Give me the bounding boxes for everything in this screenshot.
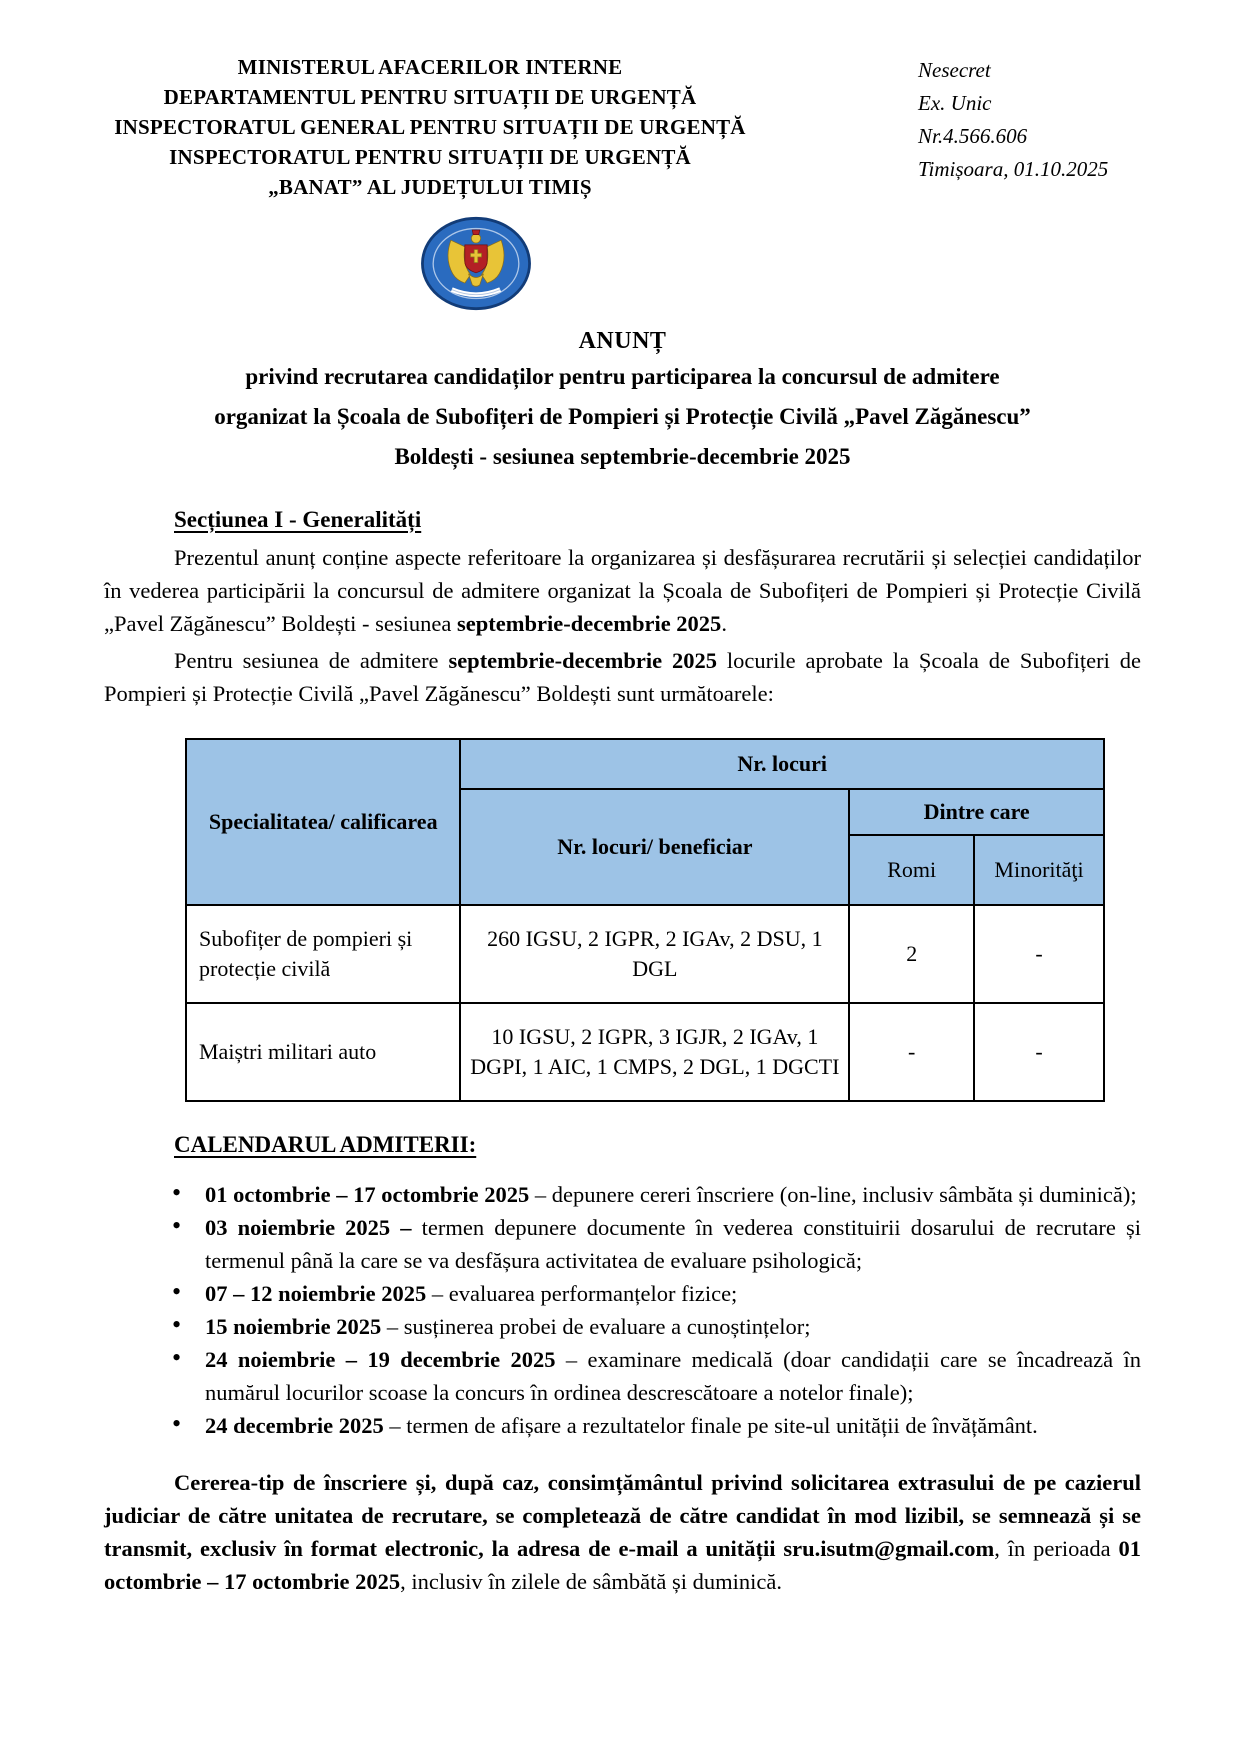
- table-cell-romi: 2: [849, 905, 974, 1003]
- header-org-line: INSPECTORATUL GENERAL PENTRU SITUAȚII DE URGENȚĂ: [114, 115, 746, 139]
- text-run-bold: Cererea-tip de înscriere și, după caz, consimțământul privind solicitarea extrasului de pe cazierul judiciar de către unitatea de recrutare, se completează de către candidat în mod lizibil, se semnează și se transmit, exclusiv în format electronic, la adresa de e-mail a unității sru.isutm@gmail.com: [104, 1470, 1141, 1561]
- header-org-line: „BANAT” AL JUDEȚULUI TIMIȘ: [268, 175, 592, 199]
- table-row: [186, 1003, 1104, 1101]
- table-header-nr-locuri-beneficiar: Nr. locuri/ beneficiar: [460, 789, 849, 905]
- header-org-line: DEPARTAMENTUL PENTRU SITUAȚII DE URGENȚĂ: [163, 85, 697, 109]
- header-meta-line: Timișoara, 01.10.2025: [918, 157, 1109, 181]
- calendar-item: [205, 1211, 1141, 1277]
- text-run: Pentru sesiunea de admitere: [174, 648, 449, 673]
- table-cell-beneficiar: 260 IGSU, 2 IGPR, 2 IGAv, 2 DSU, 1 DGL: [460, 905, 849, 1003]
- text-run-bold: 24 decembrie 2025: [205, 1413, 384, 1438]
- table-header-row-1: [186, 739, 1104, 789]
- admission-places-table: [185, 738, 1105, 1102]
- text-run-bold: 01 octombrie – 17 octombrie 2025: [205, 1182, 530, 1207]
- table-row: [186, 905, 1104, 1003]
- table-cell-minoritati: -: [974, 1003, 1104, 1101]
- calendar-item: [205, 1343, 1141, 1409]
- page-subtitle-line3: Boldești - sesiunea septembrie-decembrie 2025: [394, 444, 851, 469]
- text-run-bold: 07 – 12 noiembrie 2025: [205, 1281, 427, 1306]
- text-run-bold: 01 octombrie – 17 octombrie 2025: [104, 1536, 1141, 1594]
- page-title: ANUNȚ: [578, 328, 667, 354]
- table-header-romi: Romi: [849, 835, 974, 905]
- header-org-block: [90, 52, 770, 202]
- table-cell-romi: -: [849, 1003, 974, 1101]
- calendar-item: [205, 1277, 1141, 1310]
- text-run: – susținerea probei de evaluare a cunoștințelor;: [381, 1314, 811, 1339]
- calendar-heading: CALENDARUL ADMITERII:: [174, 1132, 477, 1157]
- calendar-list: [104, 1178, 1141, 1442]
- text-run-bold: 24 noiembrie – 19 decembrie 2025: [205, 1347, 556, 1372]
- section1-heading-row: [104, 503, 1141, 537]
- header-meta-line: Nesecret: [918, 58, 991, 82]
- text-run: .: [721, 611, 727, 636]
- section1-paragraph1: [104, 541, 1141, 640]
- text-run: – termen de afișare a rezultatelor finale pe site-ul unității de învățământ.: [383, 1413, 1038, 1438]
- page-subtitle-line2: organizat la Școala de Subofițeri de Pompieri și Protecție Civilă „Pavel Zăgănescu”: [214, 404, 1031, 429]
- text-run: – depunere cereri înscriere (on-line, inclusiv sâmbăta și duminică);: [529, 1182, 1137, 1207]
- text-run-bold: 03 noiembrie 2025 –: [205, 1215, 412, 1240]
- table-cell-specialty: Maiștri militari auto: [186, 1003, 460, 1101]
- text-run: locurile aprobate la Școala de Subofițeri de Pompieri și Protecție Civilă „Pavel Zăgănescu” Boldești sunt următoarele:: [104, 648, 1141, 706]
- header-meta-line: Nr.4.566.606: [918, 124, 1028, 148]
- section1-paragraph2: [104, 644, 1141, 710]
- table-header-minoritati: Minorităţi: [974, 835, 1104, 905]
- table-cell-specialty: Subofițer de pompieri și protecție civilă: [186, 905, 460, 1003]
- header-meta-line: Ex. Unic: [918, 91, 992, 115]
- calendar-item: [205, 1310, 1141, 1343]
- closing-paragraph: [104, 1466, 1141, 1598]
- table-header-dintre-care: Dintre care: [849, 789, 1104, 835]
- text-run: , în perioada: [994, 1536, 1119, 1561]
- header-org-line: MINISTERUL AFACERILOR INTERNE: [237, 55, 623, 79]
- header-org-line: INSPECTORATUL PENTRU SITUAȚII DE URGENȚĂ: [169, 145, 691, 169]
- text-run-bold: 15 noiembrie 2025: [205, 1314, 382, 1339]
- coat-of-arms-logo: [420, 216, 532, 311]
- text-run-bold: septembrie-decembrie 2025: [457, 611, 722, 636]
- table-cell-beneficiar: 10 IGSU, 2 IGPR, 3 IGJR, 2 IGAv, 1 DGPI, 1 AIC, 1 CMPS, 2 DGL, 1 DGCTI: [460, 1003, 849, 1101]
- calendar-item: [205, 1409, 1141, 1442]
- text-run-bold: septembrie-decembrie 2025: [448, 648, 717, 673]
- table-header-specialty: Specialitatea/ calificarea: [186, 739, 460, 905]
- calendar-item: [205, 1178, 1141, 1211]
- page-subtitle-line1: privind recrutarea candidaților pentru participarea la concursul de admitere: [245, 364, 1000, 389]
- coat-of-arms-icon: [420, 216, 532, 311]
- text-run: – examinare medicală (doar candidații care se încadrează în numărul locurilor scoase la concurs în ordinea descrescătoare a notelor finale);: [205, 1347, 1141, 1405]
- text-run: – evaluarea performanțelor fizice;: [426, 1281, 738, 1306]
- calendar-heading-row: [104, 1128, 1141, 1162]
- text-run: , inclusiv în zilele de sâmbătă și duminică.: [400, 1569, 782, 1594]
- section1-heading: Secțiunea I - Generalități: [174, 507, 422, 532]
- text-run: termen depunere documente în vederea constituirii dosarului de recrutare și termenul până la care se va desfășura activitatea de evaluare psihologică;: [205, 1215, 1141, 1273]
- table-cell-minoritati: -: [974, 905, 1104, 1003]
- header-meta-block: [918, 54, 1108, 186]
- table-header-nr-locuri: Nr. locuri: [460, 739, 1104, 789]
- text-run: Prezentul anunț conține aspecte referitoare la organizarea și desfășurarea recrutării și selecției candidaților în vederea participării la concursul de admitere organizat la Școala de Subofițeri de Pompieri și Protecție Civilă „Pavel Zăgănescu” Boldești - sesiunea: [104, 545, 1141, 636]
